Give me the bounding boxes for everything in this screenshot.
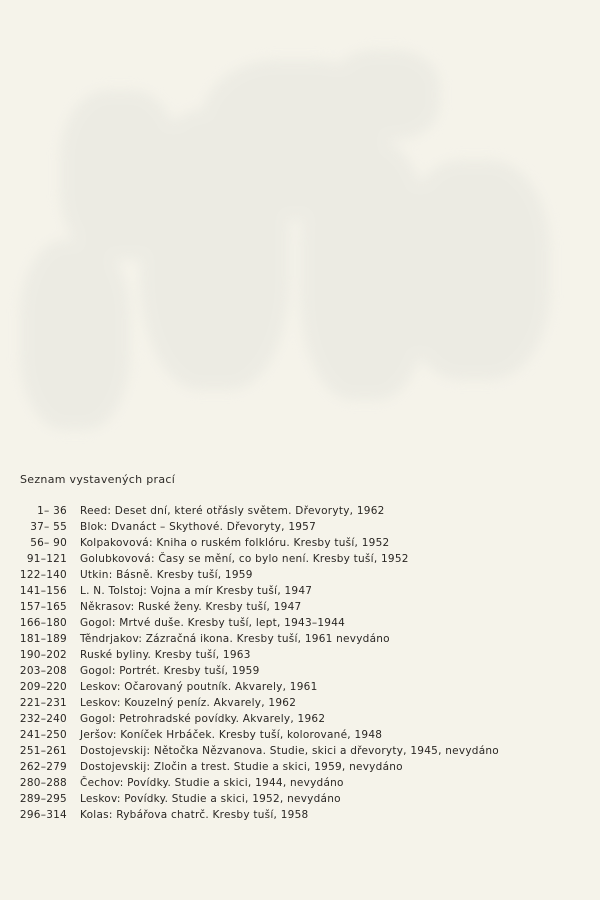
- item-range: 241–250: [19, 729, 67, 741]
- item-text: Kolpakovová: Kniha o ruském folklóru. Kresby tuší, 1952: [80, 537, 390, 549]
- list-item: [0, 695, 600, 711]
- item-text: Leskov: Očarovaný poutník. Akvarely, 1961: [80, 681, 318, 693]
- item-text: Gogol: Portrét. Kresby tuší, 1959: [80, 665, 260, 677]
- list-item: [0, 519, 600, 535]
- item-range: 157–165: [19, 601, 67, 613]
- item-text: Leskov: Kouzelný peníz. Akvarely, 1962: [80, 697, 297, 709]
- item-text: Těndrjakov: Zázračná ikona. Kresby tuší, 1961 nevydáno: [80, 633, 390, 645]
- item-text: Někrasov: Ruské ženy. Kresby tuší, 1947: [80, 601, 302, 613]
- item-text: Dostojevskij: Nětočka Nězvanova. Studie, skici a dřevoryty, 1945, nevydáno: [80, 745, 499, 757]
- item-range: 221–231: [19, 697, 67, 709]
- list-item: [0, 599, 600, 615]
- item-text: Reed: Deset dní, které otřásly světem. Dřevoryty, 1962: [80, 505, 385, 517]
- list-item: [0, 615, 600, 631]
- item-text: Utkin: Básně. Kresby tuší, 1959: [80, 569, 253, 581]
- list-item: [0, 727, 600, 743]
- list-item: [0, 775, 600, 791]
- list-item: [0, 791, 600, 807]
- item-range: 280–288: [19, 777, 67, 789]
- page-heading: Seznam vystavených prací: [20, 473, 176, 486]
- list-item: [0, 679, 600, 695]
- item-range: 203–208: [19, 665, 67, 677]
- item-text: Blok: Dvanáct – Skythové. Dřevoryty, 1957: [80, 521, 317, 533]
- list-item: [0, 647, 600, 663]
- item-range: 209–220: [19, 681, 67, 693]
- item-range: 190–202: [19, 649, 67, 661]
- list-item: [0, 631, 600, 647]
- item-text: L. N. Tolstoj: Vojna a mír Kresby tuší, 1947: [80, 585, 313, 597]
- list-item: [0, 711, 600, 727]
- list-item: [0, 551, 600, 567]
- item-text: Golubkovová: Časy se mění, co bylo není. Kresby tuší, 1952: [80, 553, 409, 565]
- item-range: 56– 90: [30, 537, 67, 549]
- item-range: 262–279: [19, 761, 67, 773]
- list-item: [0, 567, 600, 583]
- list-item: [0, 807, 600, 823]
- item-text: Ruské byliny. Kresby tuší, 1963: [80, 649, 251, 661]
- item-text: Jeršov: Koníček Hrbáček. Kresby tuší, kolorované, 1948: [80, 729, 383, 741]
- item-text: Dostojevskij: Zločin a trest. Studie a skici, 1959, nevydáno: [80, 761, 403, 773]
- item-range: 141–156: [19, 585, 67, 597]
- item-text: Gogol: Petrohradské povídky. Akvarely, 1962: [80, 713, 326, 725]
- item-text: Čechov: Povídky. Studie a skici, 1944, nevydáno: [80, 777, 344, 789]
- item-range: 296–314: [19, 809, 67, 821]
- item-range: 251–261: [19, 745, 67, 757]
- item-range: 122–140: [19, 569, 67, 581]
- works-list: [0, 503, 600, 823]
- list-item: [0, 535, 600, 551]
- item-range: 232–240: [19, 713, 67, 725]
- list-item: [0, 583, 600, 599]
- item-text: Gogol: Mrtvé duše. Kresby tuší, lept, 1943–1944: [80, 617, 346, 629]
- item-range: 289–295: [19, 793, 67, 805]
- item-text: Leskov: Povídky. Studie a skici, 1952, nevydáno: [80, 793, 341, 805]
- item-range: 37– 55: [30, 521, 67, 533]
- item-range: 1– 36: [37, 505, 67, 517]
- list-item: [0, 503, 600, 519]
- item-text: Kolas: Rybářova chatrč. Kresby tuší, 1958: [80, 809, 309, 821]
- item-range: 91–121: [26, 553, 67, 565]
- list-item: [0, 663, 600, 679]
- item-range: 181–189: [19, 633, 67, 645]
- list-item: [0, 743, 600, 759]
- list-item: [0, 759, 600, 775]
- item-range: 166–180: [19, 617, 67, 629]
